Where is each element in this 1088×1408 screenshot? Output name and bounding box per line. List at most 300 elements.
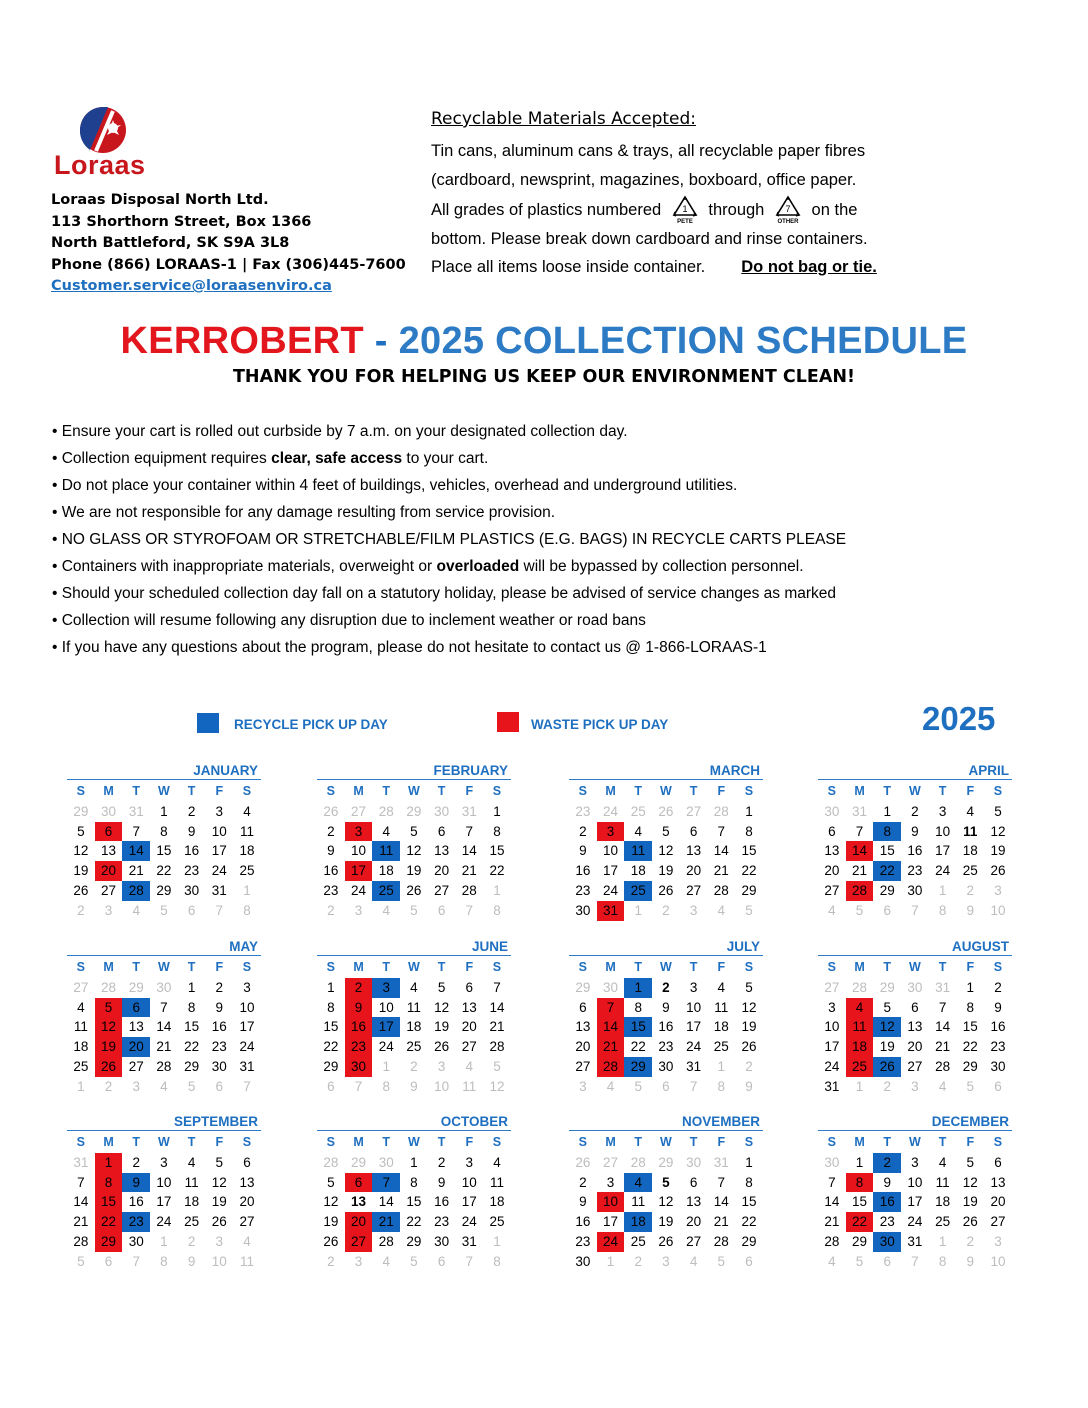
other-month-day-cell: 6 — [883, 1253, 891, 1269]
weekday-label: W — [408, 784, 420, 798]
weekday-label: T — [437, 1135, 446, 1149]
day-cell: 17 — [686, 1019, 702, 1035]
waste-pickup-day: 3 — [345, 822, 373, 842]
week-row — [569, 901, 763, 921]
weekday-label: S — [242, 784, 252, 798]
recyclables-text: All grades of plastics numbered — [431, 201, 662, 219]
day-cell: 7 — [828, 1174, 836, 1190]
day-cell: 16 — [434, 1194, 450, 1210]
other-month-day-cell: 28 — [852, 979, 868, 995]
other-month-day-cell: 2 — [662, 902, 670, 918]
day-cell: 27 — [686, 882, 702, 898]
other-month-day-cell: 12 — [489, 1078, 505, 1094]
rule-item: • Collection equipment requires clear, safe access to your cart. — [52, 450, 489, 467]
week-row — [67, 978, 261, 998]
recycle-pickup-day: 26 — [873, 1057, 901, 1077]
day-cell: 19 — [962, 1194, 978, 1210]
day-cell: 12 — [990, 823, 1006, 839]
other-month-day-cell: 5 — [855, 902, 864, 918]
day-cell: 15 — [156, 843, 172, 859]
day-cell: 17 — [824, 1039, 840, 1055]
week-row — [818, 822, 1012, 842]
day-cell: 27 — [824, 882, 840, 898]
other-month-day-cell: 5 — [966, 1078, 975, 1094]
other-month-day-cell: 27 — [824, 979, 840, 995]
week-row — [569, 1077, 763, 1097]
page-subtitle: THANK YOU FOR HELPING US KEEP OUR ENVIRONMENT CLEAN! — [232, 367, 855, 387]
day-cell: 26 — [658, 882, 674, 898]
other-month-day-cell: 5 — [493, 1058, 501, 1074]
other-month-day-cell: 3 — [215, 1233, 224, 1249]
weekday-label: M — [854, 960, 865, 974]
weekday-label: M — [353, 784, 364, 798]
day-cell: 21 — [489, 1019, 505, 1035]
day-cell: 28 — [824, 1233, 840, 1249]
day-cell: 24 — [378, 1039, 394, 1055]
weekday-label: T — [132, 960, 141, 974]
weekday-label: S — [744, 1135, 754, 1149]
day-cell: 22 — [323, 1039, 339, 1055]
week-row — [67, 1037, 261, 1057]
day-cell: 2 — [911, 803, 919, 819]
waste-pickup-day: 25 — [846, 1057, 874, 1077]
day-cell: 21 — [852, 863, 868, 879]
day-cell: 3 — [911, 1154, 919, 1170]
day-cell: 14 — [713, 1194, 729, 1210]
week-row — [317, 1057, 511, 1077]
weekday-label: T — [437, 960, 446, 974]
day-cell: 10 — [686, 999, 702, 1015]
weekday-label: M — [854, 784, 865, 798]
waste-pickup-day: 21 — [597, 1037, 625, 1057]
other-month-day-cell: 29 — [658, 1154, 674, 1170]
other-month-day-cell: 3 — [662, 1253, 670, 1269]
day-cell: 22 — [156, 863, 172, 879]
day-cell: 1 — [855, 1154, 864, 1170]
other-month-day-cell: 1 — [606, 1253, 615, 1269]
other-month-day-cell: 2 — [966, 882, 975, 898]
other-month-day-cell: 3 — [104, 902, 113, 918]
weekday-label: T — [883, 784, 892, 798]
other-month-day-cell: 4 — [132, 902, 140, 918]
day-cell: 15 — [184, 1019, 200, 1035]
weekday-label: W — [660, 1135, 672, 1149]
month-divider — [67, 1130, 261, 1131]
day-cell: 8 — [187, 999, 196, 1015]
week-row — [569, 1232, 763, 1252]
day-cell: 19 — [658, 1214, 674, 1230]
day-cell: 6 — [243, 1154, 251, 1170]
day-cell: 11 — [406, 999, 421, 1015]
day-cell: 11 — [963, 823, 978, 839]
week-row — [317, 998, 511, 1018]
day-cell: 4 — [493, 1154, 501, 1170]
day-cell: 8 — [745, 1174, 753, 1190]
recycle-pickup-day: 6 — [122, 998, 150, 1018]
day-cell: 5 — [215, 1154, 224, 1170]
weekday-label: M — [103, 784, 114, 798]
month-divider — [317, 1130, 511, 1131]
day-cell: 25 — [406, 1039, 422, 1055]
day-cell: 22 — [630, 1039, 646, 1055]
day-cell: 2 — [215, 979, 224, 995]
waste-pickup-day: 31 — [597, 901, 625, 921]
other-month-day-cell: 6 — [437, 1253, 446, 1269]
day-cell: 16 — [184, 843, 200, 859]
day-cell: 16 — [575, 863, 591, 879]
week-row — [818, 1017, 1012, 1037]
week-row — [818, 998, 1012, 1018]
other-month-day-cell: 4 — [243, 1233, 251, 1249]
day-cell: 21 — [824, 1214, 840, 1230]
other-month-day-cell: 10 — [434, 1078, 450, 1094]
weekday-label: W — [408, 1135, 420, 1149]
day-cell: 13 — [128, 1019, 144, 1035]
day-cell: 13 — [686, 843, 702, 859]
week-row — [569, 998, 763, 1018]
week-row — [818, 841, 1012, 861]
weekday-label: F — [215, 960, 224, 974]
other-month-day-cell: 31 — [461, 803, 477, 819]
day-cell: 19 — [990, 843, 1006, 859]
weekday-label: S — [492, 1135, 502, 1149]
weekday-label: W — [909, 1135, 921, 1149]
day-cell: 6 — [828, 823, 836, 839]
week-row — [569, 802, 763, 822]
day-cell: 9 — [579, 843, 587, 859]
day-cell: 24 — [156, 1214, 172, 1230]
month-divider — [818, 779, 1012, 780]
day-cell: 20 — [990, 1194, 1006, 1210]
day-cell: 25 — [962, 863, 978, 879]
day-cell: 24 — [239, 1039, 255, 1055]
day-cell: 23 — [907, 863, 923, 879]
weekday-label: W — [660, 784, 672, 798]
company-phone: Phone (866) LORAAS-1 | Fax (306)445-7600 — [51, 256, 406, 273]
other-month-day-cell: 27 — [686, 803, 702, 819]
other-month-day-cell: 6 — [104, 1253, 113, 1269]
other-month-day-cell: 2 — [745, 1058, 753, 1074]
day-cell: 18 — [962, 843, 978, 859]
waste-pickup-day: 22 — [846, 1212, 874, 1232]
day-cell: 18 — [489, 1194, 505, 1210]
day-cell: 12 — [406, 843, 422, 859]
day-cell: 27 — [434, 882, 450, 898]
day-cell: 8 — [410, 1174, 418, 1190]
day-cell: 29 — [962, 1058, 978, 1074]
day-cell: 18 — [378, 863, 394, 879]
other-month-day-cell: 1 — [938, 1233, 947, 1249]
week-row — [569, 1017, 763, 1037]
month-name: JULY — [726, 939, 760, 954]
day-cell: 4 — [382, 823, 390, 839]
other-month-day-cell: 5 — [77, 1253, 85, 1269]
other-month-day-cell: 1 — [382, 1058, 390, 1074]
day-cell: 1 — [160, 803, 168, 819]
other-month-day-cell: 3 — [132, 1078, 140, 1094]
other-month-day-cell: 28 — [713, 803, 729, 819]
recycle-pickup-day: 16 — [873, 1192, 901, 1212]
logo-text: Loraas — [54, 150, 146, 180]
day-cell: 13 — [434, 843, 450, 859]
day-cell: 28 — [935, 1058, 951, 1074]
month-name: MAY — [229, 939, 258, 954]
week-row — [569, 978, 763, 998]
day-cell: 8 — [327, 999, 335, 1015]
other-month-day-cell: 3 — [354, 902, 363, 918]
day-cell: 2 — [662, 979, 670, 995]
day-cell: 17 — [603, 863, 619, 879]
recycle-7-icon — [773, 194, 803, 224]
day-cell: 4 — [717, 979, 726, 995]
company-info — [51, 190, 406, 298]
recycle-pickup-day: 11 — [624, 841, 652, 861]
recyclables-line: Tin cans, aluminum cans & trays, all recyclable paper fibres — [431, 142, 866, 160]
recyclables-line — [431, 253, 951, 282]
day-cell: 17 — [907, 1194, 923, 1210]
waste-pickup-day: 20 — [345, 1212, 373, 1232]
day-cell: 31 — [239, 1058, 255, 1074]
day-cell: 30 — [211, 1058, 227, 1074]
weekday-label: S — [827, 784, 837, 798]
other-month-day-cell: 4 — [160, 1078, 168, 1094]
day-cell: 30 — [575, 1253, 591, 1269]
weekday-label: F — [966, 784, 975, 798]
recycle-pickup-day: 25 — [372, 881, 400, 901]
day-cell: 21 — [461, 863, 477, 879]
week-row — [67, 822, 261, 842]
day-cell: 23 — [184, 863, 200, 879]
day-cell: 27 — [907, 1058, 923, 1074]
waste-pickup-day: 6 — [345, 1173, 373, 1193]
weekday-label: T — [382, 1135, 391, 1149]
other-month-day-cell: 8 — [382, 1078, 390, 1094]
weekday-label: F — [465, 784, 474, 798]
day-cell: 11 — [239, 823, 254, 839]
day-cell: 28 — [461, 882, 477, 898]
other-month-day-cell: 30 — [907, 979, 923, 995]
recycle-pickup-day: 1 — [624, 978, 652, 998]
day-cell: 21 — [713, 1214, 729, 1230]
week-row — [317, 1192, 511, 1212]
week-row — [67, 901, 261, 921]
title-dash: - — [363, 320, 399, 362]
week-row — [569, 841, 763, 861]
other-month-day-cell: 31 — [73, 1154, 89, 1170]
other-month-day-cell: 29 — [879, 979, 895, 995]
day-cell: 4 — [77, 999, 85, 1015]
week-row — [67, 841, 261, 861]
weekday-label: S — [578, 960, 588, 974]
week-row — [569, 1153, 763, 1173]
weekday-label: T — [132, 784, 141, 798]
day-cell: 2 — [437, 1154, 446, 1170]
week-row — [67, 1173, 261, 1193]
waste-legend-swatch — [497, 712, 519, 732]
other-month-day-cell: 4 — [828, 1253, 836, 1269]
day-cell: 10 — [461, 1174, 477, 1190]
day-cell: 25 — [713, 1039, 729, 1055]
day-cell: 22 — [489, 863, 505, 879]
day-cell: 14 — [489, 999, 505, 1015]
rule-item: • NO GLASS OR STYROFOAM OR STRETCHABLE/FILM PLASTICS (E.G. BAGS) IN RECYCLE CARTS PLEASE — [52, 531, 847, 548]
other-month-day-cell: 29 — [351, 1154, 367, 1170]
waste-pickup-day: 4 — [846, 998, 874, 1018]
day-cell: 11 — [489, 1174, 504, 1190]
weekday-label: T — [938, 1135, 947, 1149]
recycle-pickup-day: 9 — [122, 1173, 150, 1193]
day-cell: 15 — [741, 1194, 757, 1210]
other-month-day-cell: 6 — [215, 1078, 224, 1094]
day-cell: 19 — [879, 1039, 895, 1055]
page-title — [0, 320, 1088, 363]
day-cell: 5 — [966, 1154, 975, 1170]
other-month-day-cell: 4 — [717, 902, 726, 918]
day-cell: 28 — [489, 1039, 505, 1055]
waste-pickup-day: 6 — [95, 822, 123, 842]
day-cell: 21 — [156, 1039, 172, 1055]
waste-pickup-day: 1 — [95, 1153, 123, 1173]
waste-pickup-day: 24 — [597, 1232, 625, 1252]
weekday-label: W — [158, 960, 170, 974]
waste-pickup-day: 26 — [95, 1057, 123, 1077]
other-month-day-cell: 8 — [160, 1253, 168, 1269]
other-month-day-cell: 30 — [824, 803, 840, 819]
other-month-day-cell: 30 — [686, 1154, 702, 1170]
day-cell: 10 — [603, 843, 619, 859]
weekday-label: F — [465, 1135, 474, 1149]
day-cell: 7 — [717, 1174, 726, 1190]
day-cell: 9 — [883, 1174, 891, 1190]
other-month-day-cell: 1 — [493, 882, 501, 898]
day-cell: 20 — [575, 1039, 591, 1055]
day-cell: 21 — [935, 1039, 951, 1055]
other-month-day-cell: 31 — [935, 979, 951, 995]
waste-pickup-day: 22 — [95, 1212, 123, 1232]
company-address: 113 Shorthorn Street, Box 1366 — [51, 213, 312, 230]
day-cell: 23 — [990, 1039, 1006, 1055]
week-row — [317, 1017, 511, 1037]
week-row — [317, 802, 511, 822]
no-bag-notice: Do not bag or tie. — [741, 258, 877, 276]
waste-pickup-day: 9 — [345, 998, 373, 1018]
day-cell: 23 — [575, 1233, 591, 1249]
day-cell: 15 — [879, 843, 895, 859]
other-month-day-cell: 6 — [745, 1253, 753, 1269]
day-cell: 5 — [745, 979, 753, 995]
day-cell: 25 — [239, 863, 255, 879]
day-cell: 28 — [73, 1233, 89, 1249]
day-cell: 5 — [662, 1174, 670, 1190]
waste-pickup-day: 14 — [597, 1017, 625, 1037]
recyclables-text: through — [708, 201, 765, 219]
day-cell: 7 — [855, 823, 864, 839]
other-month-day-cell: 23 — [575, 803, 591, 819]
week-row — [317, 841, 511, 861]
month-divider — [569, 779, 763, 780]
waste-pickup-day: 10 — [597, 1192, 625, 1212]
day-cell: 3 — [465, 1154, 474, 1170]
day-cell: 27 — [575, 1058, 591, 1074]
day-cell: 1 — [745, 803, 753, 819]
day-cell: 4 — [634, 823, 642, 839]
day-cell: 16 — [907, 843, 923, 859]
day-cell: 20 — [907, 1039, 923, 1055]
day-cell: 13 — [907, 1019, 923, 1035]
svg-text:1: 1 — [682, 204, 688, 214]
day-cell: 24 — [211, 863, 227, 879]
svg-text:7: 7 — [785, 204, 791, 214]
day-cell: 20 — [686, 1214, 702, 1230]
weekday-label: F — [717, 1135, 726, 1149]
other-month-day-cell: 10 — [211, 1253, 227, 1269]
day-cell: 29 — [879, 882, 895, 898]
day-cell: 1 — [883, 803, 891, 819]
day-cell: 16 — [990, 1019, 1006, 1035]
month-name: SEPTEMBER — [173, 1114, 258, 1129]
day-cell: 31 — [211, 882, 227, 898]
other-month-day-cell: 8 — [938, 1253, 947, 1269]
week-row — [569, 1192, 763, 1212]
other-month-day-cell: 10 — [990, 902, 1006, 918]
weekday-label: T — [938, 784, 947, 798]
month-name: OCTOBER — [440, 1114, 508, 1129]
week-row — [818, 1077, 1012, 1097]
recyclables-line — [431, 194, 951, 225]
other-month-day-cell: 30 — [603, 979, 619, 995]
waste-pickup-day: 7 — [597, 998, 625, 1018]
day-cell: 13 — [686, 1194, 702, 1210]
day-cell: 13 — [239, 1174, 255, 1190]
month-divider — [569, 955, 763, 956]
day-cell: 30 — [907, 882, 923, 898]
other-month-day-cell: 30 — [101, 803, 117, 819]
other-month-day-cell: 31 — [852, 803, 868, 819]
day-cell: 18 — [184, 1194, 200, 1210]
waste-pickup-day: 18 — [846, 1037, 874, 1057]
week-row — [818, 1212, 1012, 1232]
weekday-label: T — [437, 784, 446, 798]
month-divider — [569, 1130, 763, 1131]
day-cell: 5 — [327, 1174, 335, 1190]
other-month-day-cell: 1 — [77, 1078, 85, 1094]
company-email-link[interactable]: Customer.service@loraasenviro.ca — [51, 278, 332, 294]
day-cell: 20 — [239, 1194, 255, 1210]
day-cell: 13 — [824, 843, 840, 859]
week-row — [67, 1153, 261, 1173]
day-cell: 15 — [406, 1194, 422, 1210]
weekday-label: S — [993, 1135, 1003, 1149]
day-cell: 17 — [239, 1019, 255, 1035]
week-row — [818, 802, 1012, 822]
other-month-day-cell: 1 — [243, 882, 251, 898]
month-name: JUNE — [471, 939, 508, 954]
day-cell: 15 — [852, 1194, 868, 1210]
day-cell: 22 — [184, 1039, 200, 1055]
weekday-label: S — [326, 1135, 336, 1149]
other-month-day-cell: 3 — [689, 902, 698, 918]
day-cell: 24 — [686, 1039, 702, 1055]
svg-text:PETE: PETE — [676, 219, 693, 224]
day-cell: 29 — [741, 882, 757, 898]
other-month-day-cell: 11 — [462, 1078, 477, 1094]
other-month-day-cell: 5 — [410, 1253, 418, 1269]
recyclables-line: bottom. Please break down cardboard and rinse containers. — [431, 229, 868, 248]
month-name: NOVEMBER — [681, 1114, 760, 1129]
week-row — [317, 1153, 511, 1173]
day-cell: 4 — [938, 1154, 947, 1170]
rule-item: • Should your scheduled collection day fall on a statutory holiday, please be advised of service changes as marked — [52, 585, 837, 602]
